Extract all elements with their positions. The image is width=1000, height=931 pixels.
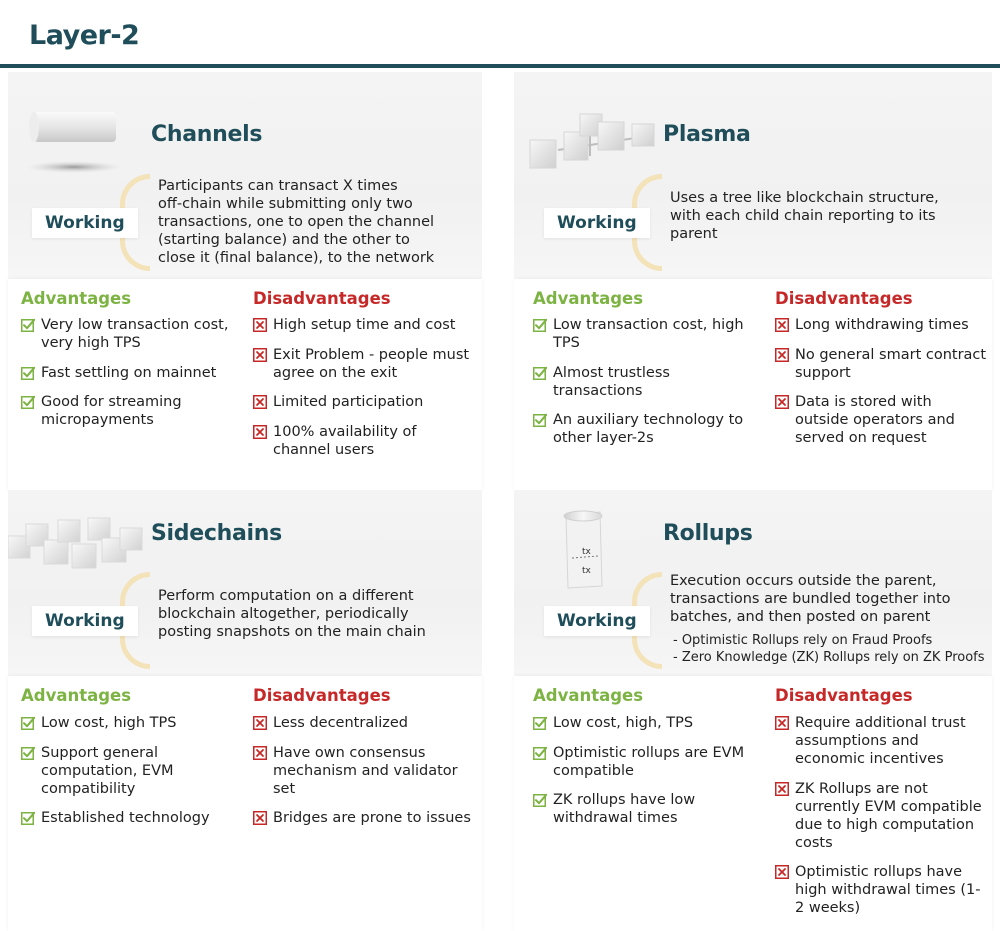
check-icon: [21, 366, 35, 380]
disadvantage-item: Require additional trust assumptions and economic incentives: [775, 714, 989, 768]
plasma-advantages-heading: Advantages: [533, 289, 644, 308]
advantage-item: An auxiliary technology to other layer-2s: [533, 411, 753, 447]
rollups-notes: [673, 632, 985, 666]
channels-disadvantages-list: [253, 316, 475, 470]
sidechains-description: [158, 587, 426, 641]
check-icon: [533, 413, 547, 427]
note-line: - Zero Knowledge (ZK) Rollups rely on ZK Proofs: [673, 650, 985, 665]
sidechains-panel: [8, 490, 482, 931]
advantage-item: ZK rollups have low withdrawal times: [533, 791, 753, 827]
channels-title: Channels: [151, 122, 263, 147]
check-icon: [533, 793, 547, 807]
cross-icon: [775, 716, 789, 730]
desc-line: blockchain altogether, periodically: [158, 606, 409, 622]
cylinder-illustration: [22, 110, 132, 180]
disadvantage-item: Bridges are prone to issues: [253, 809, 475, 827]
scroll-tx-label: tx: [582, 566, 591, 576]
paper-scroll-illustration: [558, 510, 618, 590]
disadvantage-item: Exit Problem - people must agree on the exit: [253, 346, 475, 382]
cross-icon: [775, 395, 789, 409]
advantage-item: Low cost, high, TPS: [533, 714, 753, 732]
disadvantage-item: ZK Rollups are not currently EVM compatible due to high computation costs: [775, 780, 989, 852]
sidechains-working-label: Working: [32, 606, 138, 636]
cross-icon: [775, 865, 789, 879]
advantage-item: Support general computation, EVM compatibility: [21, 744, 246, 798]
check-icon: [533, 716, 547, 730]
plasma-advantages-list: [533, 316, 753, 459]
advantage-item: Fast settling on mainnet: [21, 364, 246, 382]
disadvantage-item: Have own consensus mechanism and validator set: [253, 744, 475, 798]
desc-line: off-chain while submitting only two: [158, 196, 413, 212]
sidechains-disadvantages-heading: Disadvantages: [253, 686, 391, 705]
desc-line: with each child chain reporting to its: [670, 208, 936, 224]
plasma-description: [670, 189, 939, 243]
desc-line: transactions are bundled together into: [670, 591, 951, 607]
rollups-title: Rollups: [663, 521, 753, 546]
plasma-disadvantages-list: [775, 316, 987, 459]
channels-advantages-list: [21, 316, 246, 441]
channels-advantages-heading: Advantages: [21, 289, 132, 308]
sidechains-advantages-heading: Advantages: [21, 686, 132, 705]
scroll-tx-label: tx: [582, 547, 591, 557]
cross-icon: [253, 811, 267, 825]
rollups-disadvantages-list: [775, 714, 989, 929]
sidechains-advantages-list: [21, 714, 246, 839]
cross-icon: [253, 395, 267, 409]
advantage-item: Good for streaming micropayments: [21, 393, 246, 429]
desc-line: posting snapshots on the main chain: [158, 624, 426, 640]
advantage-item: Very low transaction cost, very high TPS: [21, 316, 246, 352]
cross-icon: [775, 348, 789, 362]
desc-line: batches, and then posted on parent: [670, 609, 931, 625]
check-icon: [21, 811, 35, 825]
channels-panel: [8, 72, 482, 490]
disadvantage-item: High setup time and cost: [253, 316, 475, 334]
sidechains-disadvantages-list: [253, 714, 475, 839]
channels-working-label: Working: [32, 208, 138, 238]
page-title: Layer-2: [29, 20, 140, 51]
plasma-panel: [514, 72, 992, 490]
cross-icon: [253, 746, 267, 760]
sidechains-title: Sidechains: [151, 521, 282, 546]
disadvantage-item: Data is stored with outside operators and served on request: [775, 393, 987, 447]
cross-icon: [253, 318, 267, 332]
advantage-item: Low cost, high TPS: [21, 714, 246, 732]
check-icon: [533, 366, 547, 380]
disadvantage-item: Less decentralized: [253, 714, 475, 732]
cross-icon: [253, 716, 267, 730]
desc-line: (starting balance) and the other to: [158, 232, 410, 248]
cross-icon: [253, 425, 267, 439]
advantage-item: Optimistic rollups are EVM compatible: [533, 744, 753, 780]
desc-line: parent: [670, 226, 718, 242]
tree-blocks-illustration: [528, 108, 668, 178]
advantage-item: Low transaction cost, high TPS: [533, 316, 753, 352]
disadvantage-item: No general smart contract support: [775, 346, 987, 382]
rollups-description: [670, 572, 951, 626]
rollups-advantages-heading: Advantages: [533, 686, 644, 705]
cube-cluster-illustration: [8, 510, 148, 580]
advantage-item: Established technology: [21, 809, 246, 827]
check-icon: [21, 716, 35, 730]
desc-line: Execution occurs outside the parent,: [670, 573, 937, 589]
disadvantage-item: Optimistic rollups have high withdrawal times (1-2 weeks): [775, 863, 989, 917]
check-icon: [21, 318, 35, 332]
cross-icon: [775, 782, 789, 796]
rollups-panel: [514, 490, 992, 931]
desc-line: Perform computation on a different: [158, 588, 414, 604]
desc-line: transactions, one to open the channel: [158, 214, 435, 230]
channels-description: [158, 177, 434, 267]
desc-line: Participants can transact X times: [158, 178, 398, 194]
rollups-working-label: Working: [544, 606, 650, 636]
plasma-disadvantages-heading: Disadvantages: [775, 289, 913, 308]
check-icon: [533, 746, 547, 760]
desc-line: close it (final balance), to the network: [158, 250, 435, 266]
disadvantage-item: 100% availability of channel users: [253, 423, 475, 459]
advantage-item: Almost trustless transactions: [533, 364, 753, 400]
plasma-working-label: Working: [544, 208, 650, 238]
plasma-title: Plasma: [663, 122, 751, 147]
check-icon: [533, 318, 547, 332]
disadvantage-item: Long withdrawing times: [775, 316, 987, 334]
title-divider: [0, 64, 1000, 68]
rollups-disadvantages-heading: Disadvantages: [775, 686, 913, 705]
check-icon: [21, 746, 35, 760]
disadvantage-item: Limited participation: [253, 393, 475, 411]
cross-icon: [775, 318, 789, 332]
cross-icon: [253, 348, 267, 362]
desc-line: Uses a tree like blockchain structure,: [670, 190, 939, 206]
note-line: - Optimistic Rollups rely on Fraud Proofs: [673, 633, 933, 648]
rollups-advantages-list: [533, 714, 753, 839]
channels-disadvantages-heading: Disadvantages: [253, 289, 391, 308]
check-icon: [21, 395, 35, 409]
